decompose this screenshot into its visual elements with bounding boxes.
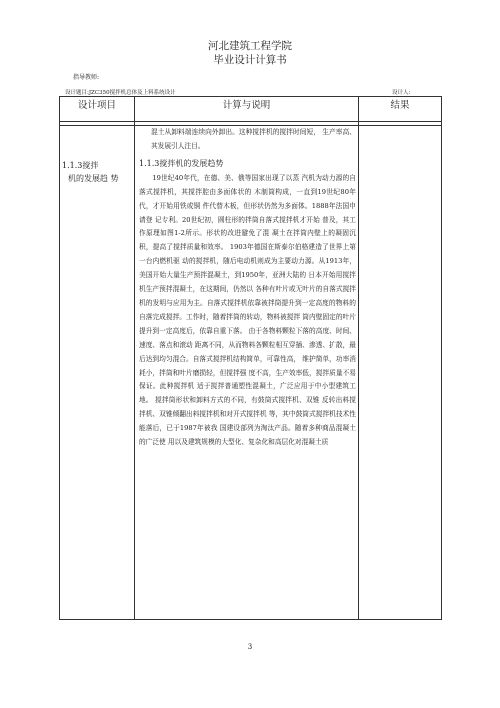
subsection-heading: 1.1.3搅拌机的发展趋势 bbox=[139, 158, 224, 168]
calculation-table bbox=[59, 96, 442, 620]
advisor-label: 指导教师: bbox=[73, 74, 100, 81]
table-row bbox=[60, 126, 442, 620]
table-header-row bbox=[60, 97, 442, 122]
header-result: 结果 bbox=[359, 97, 442, 122]
project-cell bbox=[60, 126, 135, 620]
document-title: 毕业设计计算书 bbox=[213, 54, 287, 66]
header-design-project: 设计项目 bbox=[60, 97, 135, 122]
intro-text: 混土从卸料端连续向外卸出。这种搅拌机的搅拌时间短， 生产率高、其发展引人注目。 bbox=[151, 128, 356, 150]
school-name: 河北建筑工程学院 bbox=[208, 40, 292, 52]
design-topic: 设计题目:JZC350搅拌机总体及上料系统设计 bbox=[65, 90, 176, 96]
page-number: 3 bbox=[247, 643, 253, 651]
section-label-line2: 机的发展趋 势 bbox=[68, 174, 119, 183]
header-calculation: 计算与说明 bbox=[135, 97, 359, 122]
section-label bbox=[60, 126, 134, 185]
designer-label: 设计人: bbox=[392, 90, 411, 96]
body-paragraph: 19世纪40年代，在德、美、俄等国家出现了以蒸 汽机为动力源的自落式搅拌机，其搅拌腔由多面体状的 木制筒构成，一直到19世纪80年代，才开始用铁或铜 件代替木板，但形状仍然为多面体。1888年法国申请登 记专利。20世纪初，圆柱形的拌筒自落式搅拌机才开始 普及，其工作原理如图1-2所示。形状的改进避免了混 凝土在拌筒内壁上的凝固沉积，提高了搅拌质量和效率。 1903年德国在斯泰尔伯格建造了世界上第一台内燃机驱 动的搅拌机，随后电动机则成为主要动力源。从1913年， 美国开始大量生产预拌混凝土，到1950年，亚洲大陆的 日本开始用搅拌机生产预拌混凝土，在这期间，仍然以 各种有叶片或无叶片的自落式搅拌机的发明与应用为主。自落式搅拌机依靠被拌筒提升到一定高度的物料的 自落完成搅拌。工作时，随着拌筒的转动，物料被搅拌 筒内壁固定的叶片提升到一定高度后，依靠自重下落。 由于各物料颗粒下落的高度、时间、速度、落点和滚动 距离不同，从而物料各颗粒相互穿插、渗透、扩散，最 后达到均匀混合。自落式搅拌机结构简单，可靠性高， 维护简单，功率消耗小，拌筒和叶片磨损轻，但搅拌强 度不高，生产效率低，搅拌质量不易保证。此种搅拌机 适于搅拌普通塑性混凝土，广泛应用于中小型建筑工地。 搅拌筒形状和卸料方式的不同，有鼓筒式搅拌机、双锥 反转出料搅拌机、双锥倾翻出料搅拌机和对开式搅拌机 等，其中鼓筒式搅拌机技术性能落后，已于1987年被我 国建设部列为淘汰产品。随着多种商品混凝土的广泛使 用以及建筑规模的大型化、复杂化和高层化对混凝土质 bbox=[139, 173, 356, 447]
section-label-line1: 1.1.3搅拌 bbox=[62, 161, 99, 170]
result-cell bbox=[359, 126, 442, 620]
calculation-cell bbox=[135, 126, 359, 620]
